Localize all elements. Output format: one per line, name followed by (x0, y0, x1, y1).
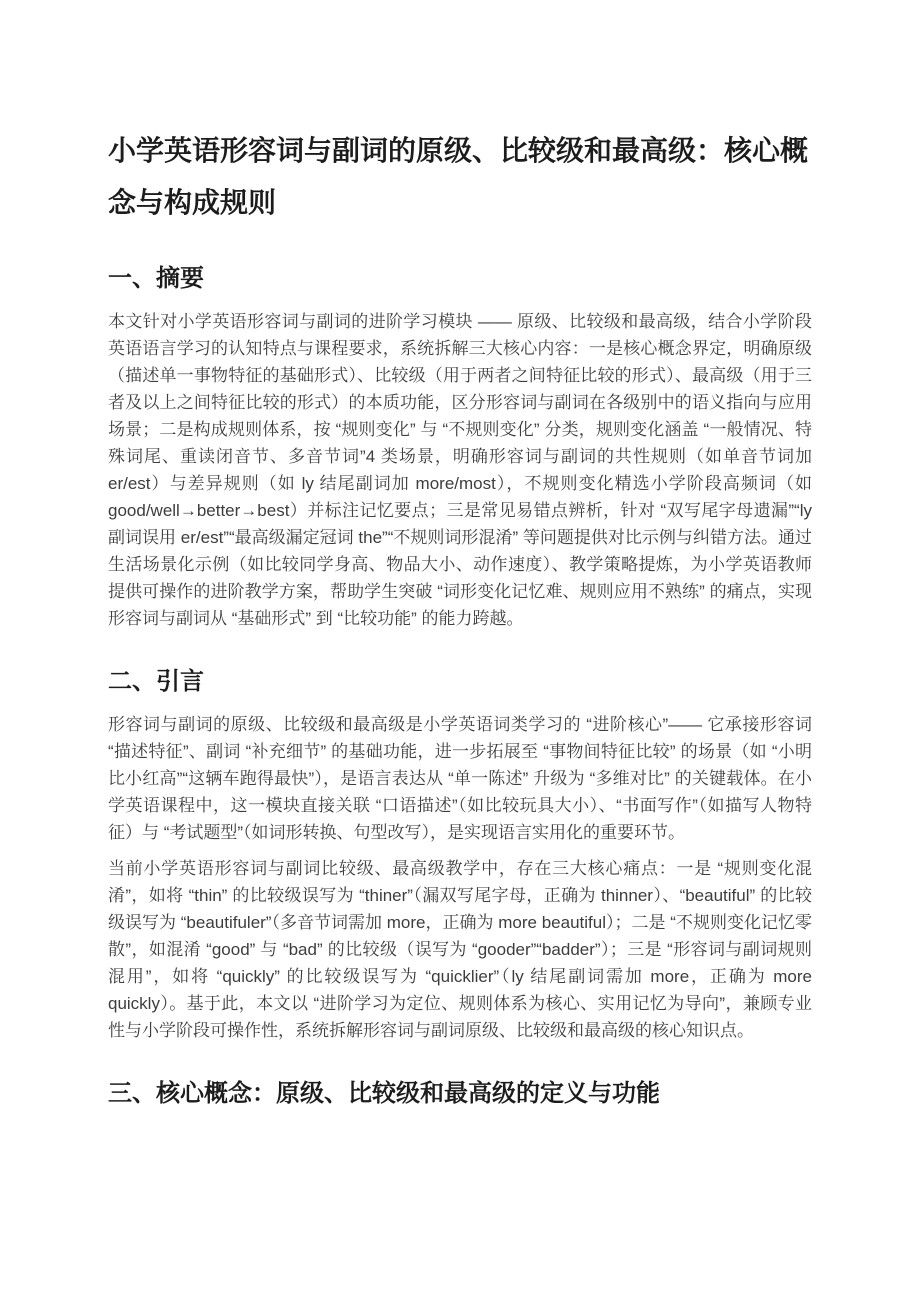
introduction-paragraph-2: 当前小学英语形容词与副词比较级、最高级教学中，存在三大核心痛点：一是 “规则变化混淆”，如将 “thin” 的比较级误写为 “thiner”（漏双写尾字母，正确为 thinner）、“beautiful” 的比较级误写为 “beautifuler”（多音节词需加 more，正确为 more beautiful）；二是 “不规则变化记忆零散”，如混淆 “good” 与 “bad” 的比较级（误写为 “gooder”“badder”）；三是 “形容词与副词规则混用”，如将 “quickly” 的比较级误写为 “quicklier”（ly 结尾副词需加 more，正确为 more quickly）。基于此，本文以 “进阶学习为定位、规则体系为核心、实用记忆为导向”，兼顾专业性与小学阶段可操作性，系统拆解形容词与副词原级、比较级和最高级的核心知识点。 (108, 859, 812, 1040)
document-title: 小学英语形容词与副词的原级、比较级和最高级：核心概念与构成规则 (108, 135, 809, 218)
section-introduction (108, 665, 812, 1044)
introduction-heading: 二、引言 (108, 668, 204, 695)
introduction-paragraph-1: 形容词与副词的原级、比较级和最高级是小学英语词类学习的 “进阶核心”—— 它承接形容词 “描述特征”、副词 “补充细节” 的基础功能，进一步拓展至 “事物间特征比较” 的场景（如 “小明比小红高”“这辆车跑得最快”），是语言表达从 “单一陈述” 升级为 “多维对比” 的关键载体。在小学英语课程中，这一模块直接关联 “口语描述”（如比较玩具大小）、“书面写作”（如描写人物特征）与 “考试题型”（如词形转换、句型改写），是实现语言实用化的重要环节。 (108, 715, 812, 842)
section-core-concepts (108, 1077, 812, 1110)
abstract-paragraph: 本文针对小学英语形容词与副词的进阶学习模块 —— 原级、比较级和最高级，结合小学阶段英语语言学习的认知特点与课程要求，系统拆解三大核心内容：一是核心概念界定，明确原级（描述单一事物特征的基础形式）、比较级（用于两者之间特征比较的形式）、最高级（用于三者及以上之间特征比较的形式）的本质功能，区分形容词与副词在各级别中的语义指向与应用场景；二是构成规则体系，按 “规则变化” 与 “不规则变化” 分类，规则变化涵盖 “一般情况、特殊词尾、重读闭音节、多音节词”4 类场景，明确形容词与副词的共性规则（如单音节词加 er/est）与差异规则（如 ly 结尾副词加 more/most），不规则变化精选小学阶段高频词（如 good/well→better→best）并标注记忆要点；三是常见易错点辨析，针对 “双写尾字母遗漏”“ly 副词误用 er/est”“最高级漏定冠词 the”“不规则词形混淆” 等问题提供对比示例与纠错方法。通过生活场景化示例（如比较同学身高、物品大小、动作速度）、教学策略提炼，为小学英语教师提供可操作的进阶教学方案，帮助学生突破 “词形变化记忆难、规则应用不熟练” 的痛点，实现形容词与副词从 “基础形式” 到 “比较功能” 的能力跨越。 (108, 312, 812, 628)
core-concepts-heading: 三、核心概念：原级、比较级和最高级的定义与功能 (108, 1080, 660, 1107)
abstract-heading: 一、摘要 (108, 265, 204, 292)
section-abstract (108, 262, 812, 632)
